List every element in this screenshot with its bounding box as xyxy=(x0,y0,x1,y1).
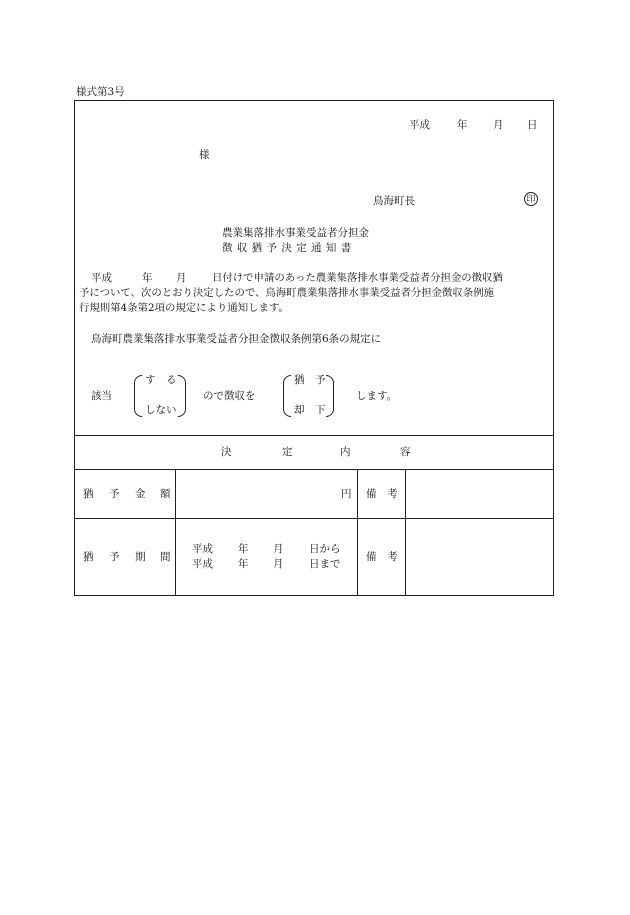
decision-char-1: 決 xyxy=(221,446,232,458)
body-month: 月 xyxy=(176,272,187,284)
choice-option-apply: す る xyxy=(145,374,177,386)
bracket-left-1 xyxy=(134,375,142,417)
table-col-line-2 xyxy=(357,469,358,596)
table-top-line xyxy=(74,469,554,470)
amount-label-1: 猶 xyxy=(83,488,94,500)
date-era: 平成 xyxy=(409,119,430,131)
choice-option-reject: 却 下 xyxy=(294,404,326,416)
date-year: 年 xyxy=(457,119,468,131)
period-from-day: 日から xyxy=(309,543,341,555)
period-to-day: 日まで xyxy=(309,558,341,570)
table-col-line-1 xyxy=(175,469,176,596)
date-month: 月 xyxy=(493,119,504,131)
title-line-2: 徴 収 猶 予 決 定 通 知 書 xyxy=(222,242,352,254)
seal-mark: 印 xyxy=(524,192,538,206)
period-from-era: 平成 xyxy=(192,543,213,555)
amount-label-4: 額 xyxy=(160,488,171,500)
choice-option-defer: 猶 予 xyxy=(294,374,326,386)
period-label-2: 予 xyxy=(109,551,120,563)
decision-char-2: 定 xyxy=(282,446,293,458)
title-line-1: 農業集落排水事業受益者分担金 xyxy=(222,227,369,239)
body-era: 平成 xyxy=(91,272,112,284)
issuer-name: 鳥海町長 xyxy=(373,195,415,207)
form-number: 様式第3号 xyxy=(76,86,125,98)
date-day: 日 xyxy=(527,119,538,131)
remarks-label-2: 備 考 xyxy=(366,551,398,563)
decision-char-4: 容 xyxy=(400,446,411,458)
amount-unit: 円 xyxy=(341,488,352,500)
period-from-year: 年 xyxy=(238,543,249,555)
body-line-2: 予について、次のとおり決定したので、鳥海町農業集落排水事業受益者分担金徴収条例施 xyxy=(79,287,494,299)
period-to-year: 年 xyxy=(238,558,249,570)
period-label-4: 間 xyxy=(160,551,171,563)
form-frame xyxy=(74,100,554,596)
choice-suffix: します。 xyxy=(356,390,398,402)
period-to-month: 月 xyxy=(273,558,284,570)
body-line-1-text: 日付けで申請のあった農業集落排水事業受益者分担金の徴収猶 xyxy=(212,272,503,284)
remarks-label-1: 備 考 xyxy=(366,488,398,500)
bracket-left-2 xyxy=(283,375,291,417)
regulation-text: 鳥海町農業集落排水事業受益者分担金徴収条例第6条の規定に xyxy=(91,333,382,345)
period-label-3: 期 xyxy=(135,551,146,563)
period-to-era: 平成 xyxy=(192,558,213,570)
period-label-1: 猶 xyxy=(83,551,94,563)
addressee-suffix: 様 xyxy=(199,149,210,161)
choice-prefix: 該当 xyxy=(91,390,112,402)
choice-middle: ので徴収を xyxy=(203,390,256,402)
bracket-right-2 xyxy=(326,375,334,417)
period-from-month: 月 xyxy=(273,543,284,555)
table-mid-line xyxy=(74,518,554,519)
decision-char-3: 内 xyxy=(340,446,351,458)
amount-label-2: 予 xyxy=(109,488,120,500)
amount-label-3: 金 xyxy=(135,488,146,500)
body-line-3: 行規則第4条第2項の規定により通知します。 xyxy=(79,302,289,314)
choice-option-not-apply: しない xyxy=(145,404,177,416)
bracket-right-1 xyxy=(178,375,186,417)
divider-decision xyxy=(74,435,554,436)
body-year: 年 xyxy=(142,272,153,284)
table-col-line-3 xyxy=(405,469,406,596)
